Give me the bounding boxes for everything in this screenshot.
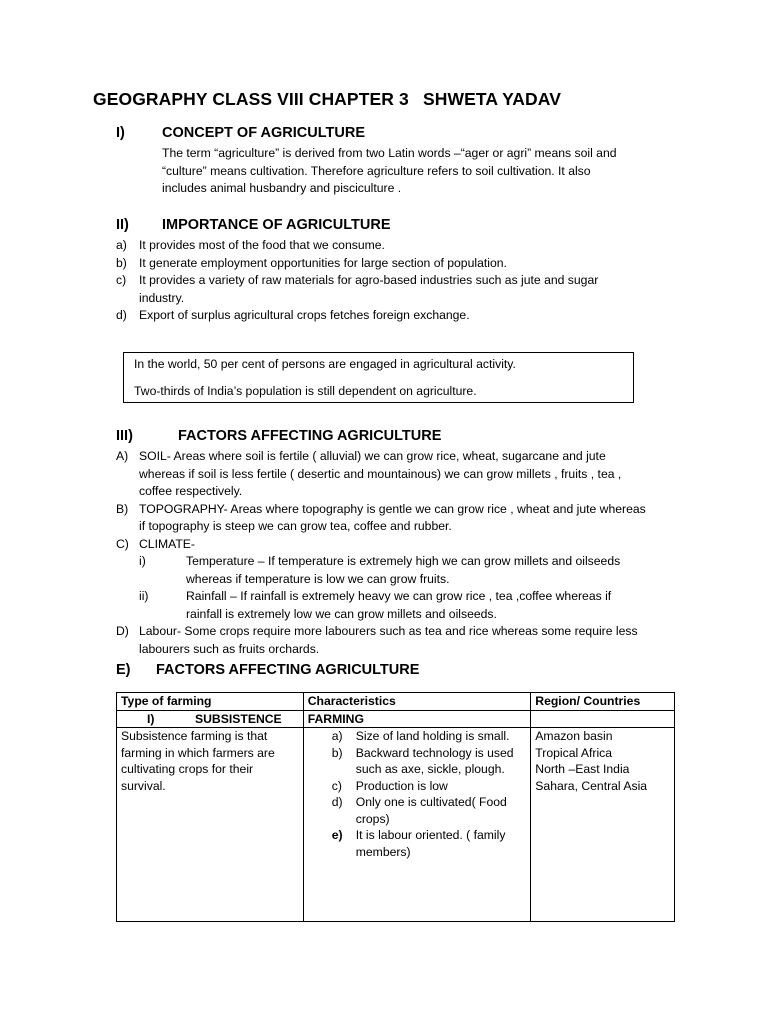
list-marker: a) [116, 238, 127, 252]
table-row [117, 728, 675, 922]
factors-list [116, 448, 646, 658]
cell-line: survival. [121, 778, 166, 793]
region-item: Amazon basin [535, 729, 613, 743]
list-marker: D) [116, 624, 129, 638]
list-item-text: Export of surplus agricultural crops fetches foreign exchange. [139, 308, 470, 322]
section-2-heading: IMPORTANCE OF AGRICULTURE [162, 217, 391, 233]
importance-list [116, 237, 598, 325]
farming-table [116, 692, 675, 922]
fact-box [123, 352, 634, 403]
list-item-text: It is labour oriented. ( family [355, 828, 506, 842]
list-item-text: CLIMATE- [139, 536, 195, 551]
fact-line-2: Two-thirds of India’s population is still dependent on agriculture. [134, 384, 477, 398]
characteristics-list [308, 728, 527, 860]
list-item-text: members) [355, 844, 411, 859]
factor-climate [116, 536, 646, 554]
section-4-heading: FACTORS AFFECTING AGRICULTURE [156, 662, 420, 678]
factor-labour [116, 623, 646, 658]
climate-rainfall [116, 588, 646, 623]
author-name: SHWETA YADAV [423, 89, 561, 109]
factor-soil [116, 448, 646, 501]
list-item-text: industry. [139, 290, 185, 305]
list-marker: e) [331, 828, 343, 842]
list-item-text: Labour- Some crops require more labourers such as tea and rice whereas some require less [139, 624, 638, 638]
subheader-number: I) [147, 711, 155, 726]
list-item-text: It provides most of the food that we consume. [139, 238, 385, 252]
cell-line: cultivating crops for their [121, 762, 254, 776]
definition-cell [117, 728, 304, 922]
subheader-type [117, 710, 304, 728]
list-marker: i) [139, 554, 146, 568]
section-4-number: E) [116, 662, 131, 678]
list-item-text: Production is low [355, 778, 448, 793]
list-marker: A) [116, 449, 129, 463]
document-title [93, 89, 561, 110]
list-item [308, 745, 527, 778]
list-marker: d) [116, 308, 127, 322]
fact-line-1: In the world, 50 per cent of persons are engaged in agricultural activity. [134, 357, 516, 371]
list-marker: a) [331, 729, 343, 743]
list-item-text: crops) [355, 811, 390, 826]
subheader-empty [531, 710, 675, 728]
list-item-text: whereas if soil is less fertile ( desertic and mountainous) we can grow millets , fruits , tea , [139, 466, 622, 481]
list-item [116, 237, 598, 255]
section-1-paragraph [162, 145, 617, 198]
list-item-text: TOPOGRAPHY- Areas where topography is gentle we can grow rice , wheat and jute whereas [139, 501, 646, 516]
list-item [116, 272, 598, 307]
list-marker: b) [331, 745, 343, 760]
list-item-text: rainfall is extremely low we can grow millets and oilseeds. [186, 606, 497, 621]
factor-topography [116, 501, 646, 536]
climate-temperature [116, 553, 646, 588]
list-marker: d) [331, 795, 343, 809]
list-item-text: Backward technology is used [355, 745, 514, 760]
section-3-heading: FACTORS AFFECTING AGRICULTURE [178, 428, 442, 444]
cell-line: Subsistence farming is that [121, 729, 268, 743]
list-item-text: such as axe, sickle, plough. [355, 762, 505, 776]
header-region: Region/ Countries [531, 693, 675, 711]
list-marker: ii) [139, 589, 149, 603]
section-1-number: I) [116, 125, 125, 141]
region-item: Sahara, Central Asia [535, 778, 648, 793]
characteristics-cell [303, 728, 531, 922]
list-item [116, 307, 598, 325]
list-item-text: coffee respectively. [139, 484, 243, 498]
table-header-row [117, 693, 675, 711]
list-item [308, 827, 527, 860]
list-item [308, 778, 527, 795]
list-marker: c) [331, 778, 342, 793]
list-item-text: labourers such as fruits orchards. [139, 641, 320, 656]
title-text: GEOGRAPHY CLASS VIII CHAPTER 3 [93, 89, 409, 109]
paragraph-line: includes animal husbandry and pisciculture . [162, 181, 402, 195]
region-item: Tropical Africa [535, 745, 613, 760]
region-cell [531, 728, 675, 922]
region-item: North –East India [535, 762, 630, 776]
section-2-number: II) [116, 217, 129, 233]
header-type: Type of farming [117, 693, 304, 711]
list-item-text: It generate employment opportunities for large section of population. [139, 255, 507, 270]
section-3-number: III) [116, 428, 133, 444]
list-marker: C) [116, 536, 129, 551]
subheader-cont: FARMING [303, 710, 531, 728]
list-item [308, 794, 527, 827]
paragraph-line: “culture” means cultivation. Therefore agriculture refers to soil cultivation. It also [162, 163, 591, 178]
list-item-text: whereas if temperature is low we can grow fruits. [186, 571, 450, 586]
list-marker: B) [116, 501, 129, 516]
header-characteristics: Characteristics [303, 693, 531, 711]
list-item-text: Temperature – If temperature is extremely high we can grow millets and oilseeds [186, 554, 621, 568]
list-item-text: Size of land holding is small. [355, 729, 510, 743]
list-item-text: Only one is cultivated( Food [355, 795, 507, 809]
paragraph-line: The term “agriculture” is derived from two Latin words –“ager or agri” means soil and [162, 146, 617, 160]
list-marker: c) [116, 273, 127, 287]
table-subheader-row [117, 710, 675, 728]
list-item-text: Rainfall – If rainfall is extremely heavy we can grow rice , tea ,coffee whereas if [186, 589, 612, 603]
list-item-text: SOIL- Areas where soil is fertile ( alluvial) we can grow rice, wheat, sugarcane and jute [139, 449, 606, 463]
cell-line: farming in which farmers are [121, 745, 275, 760]
section-1-heading: CONCEPT OF AGRICULTURE [162, 125, 365, 141]
subheader-name: SUBSISTENCE [195, 711, 282, 726]
list-item-text: if topography is steep we can grow tea, coffee and rubber. [139, 519, 452, 533]
list-marker: b) [116, 255, 127, 270]
list-item [308, 728, 527, 745]
list-item-text: It provides a variety of raw materials for agro-based industries such as jute and sugar [139, 273, 599, 287]
list-item [116, 255, 598, 273]
